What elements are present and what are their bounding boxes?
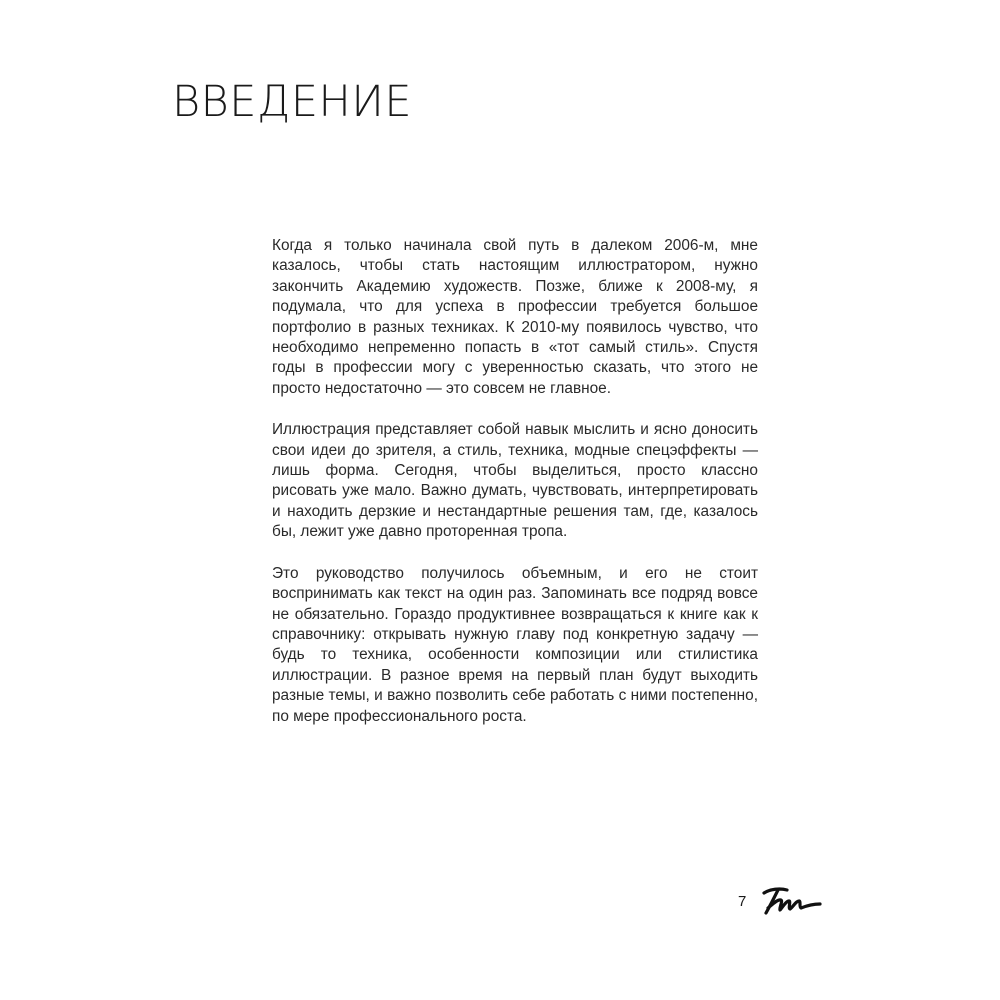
paragraph-3: Это руководство получилось объемным, и его не стоит воспринимать как текст на один раз. Запоминать все подряд вовсе не обязательно. Гораздо продуктивнее возвращаться к книге как к справочнику: открывать нужную главу под конкретную задачу — будь то техника, особенности композиции или стилистика иллюстрации. В разное время на первый план будут выходить разные темы, и важно позволить себе работать с ними постепенно, по мере профессионального роста. [272,564,758,725]
paragraph-2: Иллюстрация представляет собой навык мыслить и ясно доносить свои идеи до зрителя, а стиль, техника, модные спецэффекты — лишь форма. Сегодня, чтобы выделиться, просто классно рисовать уже мало. Важно думать, чувствовать, интерпретировать и находить дерзкие и нестандартные решения там, где, казалось бы, лежит уже давно проторенная тропа. [272,421,758,541]
page-footer [738,886,822,916]
body-text [272,236,758,748]
handwritten-signature-icon [760,886,822,916]
paragraph-1: Когда я только начинала свой путь в далеком 2006-м, мне казалось, чтобы стать настоящим иллюстратором, нужно закончить Академию художеств. Позже, ближе к 2008-му, я подумала, что для успеха в профессии требуется большое портфолио в разных техниках. К 2010-му появилось чувство, что необходимо непременно попасть в «тот самый стиль». Спустя годы в профессии могу с уверенностью сказать, что этого не просто недостаточно — это совсем не главное. [272,237,758,397]
page-title: ВВЕДЕНИЕ [172,77,412,127]
page-number: 7 [738,892,747,910]
